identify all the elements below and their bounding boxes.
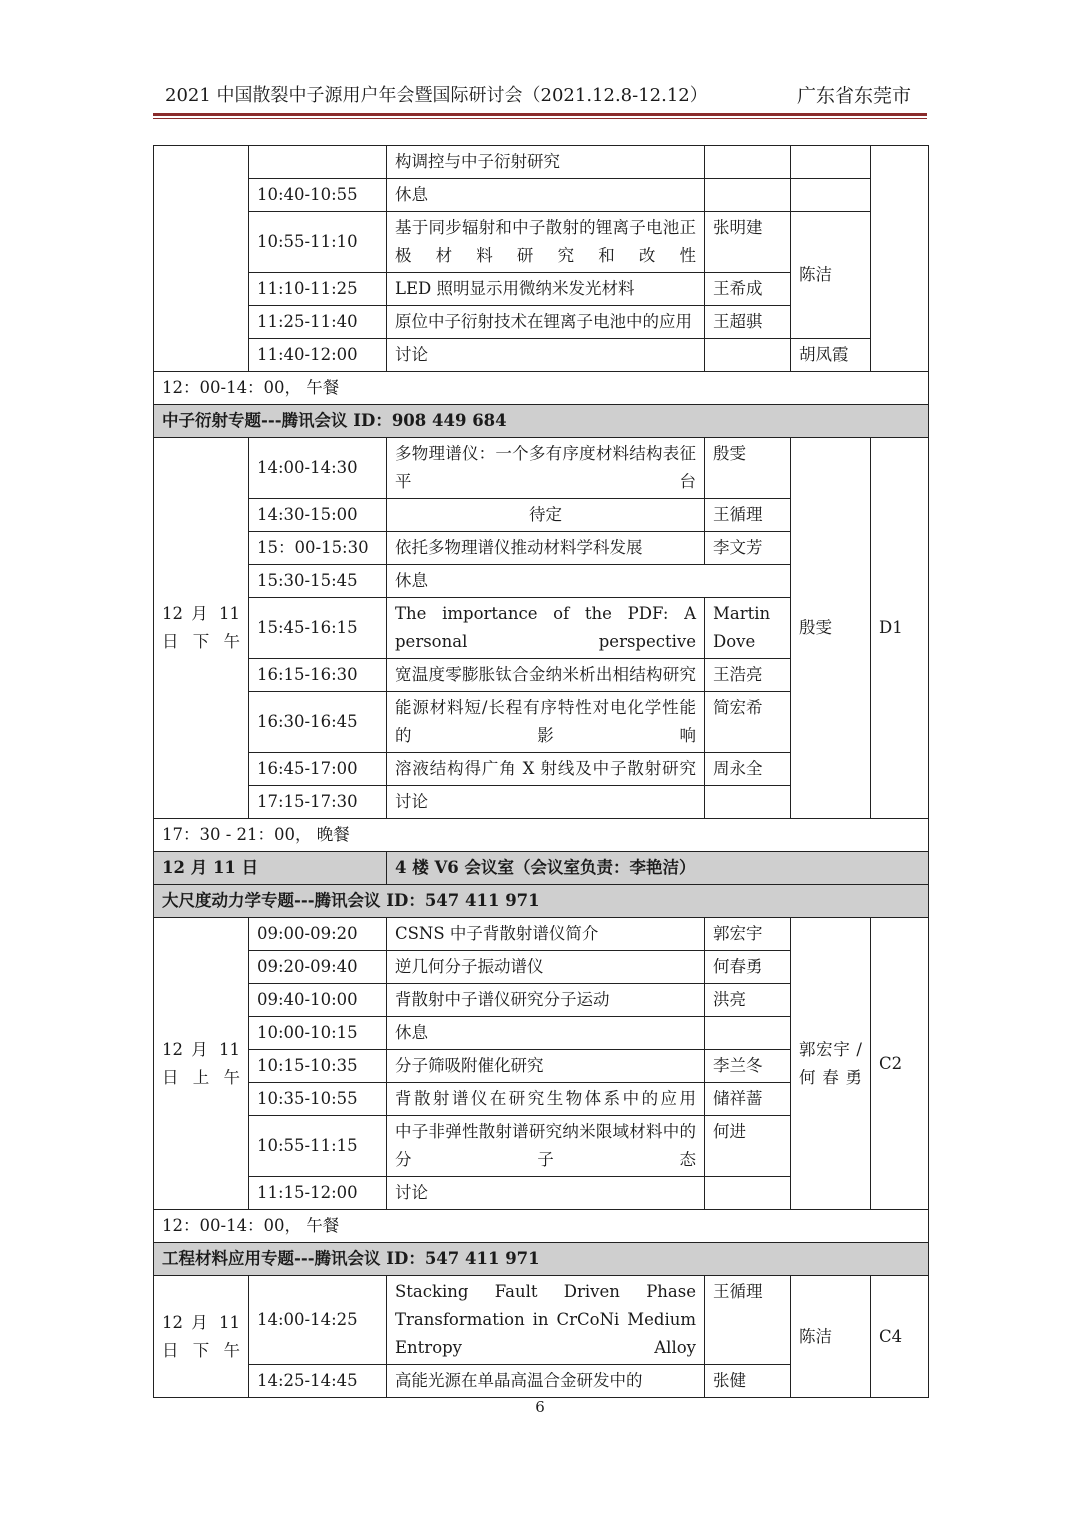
talk-cell: 基于同步辐射和中子散射的锂离子电池正极材料研究和改性 (387, 212, 705, 273)
talk-cell: 待定 (387, 499, 705, 532)
time-cell: 10:55-11:15 (249, 1116, 387, 1177)
talk-cell: LED 照明显示用微纳米发光材料 (387, 273, 705, 306)
time-cell: 17:15-17:30 (249, 786, 387, 819)
time-cell (249, 146, 387, 179)
room-cell: D1 (871, 438, 929, 819)
day-row (154, 852, 929, 885)
time-cell: 11:15-12:00 (249, 1177, 387, 1210)
talk-cell: 多物理谱仪：一个多有序度材料结构表征平台 (387, 438, 705, 499)
speaker-cell: 王超骐 (705, 306, 791, 339)
topic-title: 中子衍射专题---腾讯会议 ID：908 449 684 (154, 405, 929, 438)
time-cell: 11:25-11:40 (249, 306, 387, 339)
time-cell: 10:40-10:55 (249, 179, 387, 212)
speaker-cell: 王希成 (705, 273, 791, 306)
time-cell: 11:10-11:25 (249, 273, 387, 306)
speaker-cell: 何春勇 (705, 951, 791, 984)
talk-cell: 宽温度零膨胀钛合金纳米析出相结构研究 (387, 659, 705, 692)
speaker-cell: 王循理 (705, 499, 791, 532)
time-cell: 11:40-12:00 (249, 339, 387, 372)
chair-cell: 胡凤霞 (791, 339, 871, 372)
table-row (154, 1276, 929, 1365)
time-cell: 14:00-14:30 (249, 438, 387, 499)
header-location: 广东省东莞市 (796, 85, 911, 107)
date-cell (154, 146, 249, 372)
talk-cell: CSNS 中子背散射谱仪简介 (387, 918, 705, 951)
speaker-cell: 李兰冬 (705, 1050, 791, 1083)
day-room: 4 楼 V6 会议室（会议室负责：李艳洁） (387, 852, 929, 885)
time-cell: 14:30-15:00 (249, 499, 387, 532)
talk-cell: 构调控与中子衍射研究 (387, 146, 705, 179)
day-date: 12 月 11 日 (154, 852, 387, 885)
chair-cell (791, 179, 871, 212)
chair-cell: 陈洁 (791, 212, 871, 339)
table-row (154, 438, 929, 499)
talk-cell: 分子筛吸附催化研究 (387, 1050, 705, 1083)
time-cell: 09:20-09:40 (249, 951, 387, 984)
talk-cell: 原位中子衍射技术在锂离子电池中的应用 (387, 306, 705, 339)
speaker-cell: 王循理 (705, 1276, 791, 1365)
topic-row (154, 885, 929, 918)
chair-cell (791, 146, 871, 179)
time-cell: 09:40-10:00 (249, 984, 387, 1017)
speaker-cell (705, 179, 791, 212)
date-cell: 12 月 11 日上午 (154, 918, 249, 1210)
table-row (154, 212, 929, 273)
date-cell: 12 月 11 日下午 (154, 438, 249, 819)
speaker-cell (705, 786, 791, 819)
time-cell: 10:35-10:55 (249, 1083, 387, 1116)
talk-cell: 背散射中子谱仪研究分子运动 (387, 984, 705, 1017)
time-cell: 14:25-14:45 (249, 1365, 387, 1398)
room-cell: C4 (871, 1276, 929, 1398)
table-row (154, 179, 929, 212)
table-row (154, 146, 929, 179)
speaker-cell (705, 339, 791, 372)
time-cell: 16:30-16:45 (249, 692, 387, 753)
table-row (154, 339, 929, 372)
speaker-cell: 张健 (705, 1365, 791, 1398)
talk-cell: 高能光源在单晶高温合金研发中的 (387, 1365, 705, 1398)
talk-cell: 讨论 (387, 786, 705, 819)
speaker-cell: 周永全 (705, 753, 791, 786)
talk-cell: 休息 (387, 1017, 705, 1050)
table-row (154, 918, 929, 951)
speaker-cell: 洪亮 (705, 984, 791, 1017)
meal-cell: 12：00-14：00， 午餐 (154, 1210, 929, 1243)
talk-cell: 背散射谱仪在研究生物体系中的应用 (387, 1083, 705, 1116)
page-header (153, 82, 927, 110)
time-cell: 09:00-09:20 (249, 918, 387, 951)
header-title: 2021 中国散裂中子源用户年会暨国际研讨会（2021.12.8-12.12） (165, 85, 708, 106)
topic-row (154, 1243, 929, 1276)
meal-cell: 17：30 - 21：00， 晚餐 (154, 819, 929, 852)
chair-cell: 郭宏宇 / 何春勇 (791, 918, 871, 1210)
time-cell: 15:45-16:15 (249, 598, 387, 659)
speaker-cell: 郭宏宇 (705, 918, 791, 951)
speaker-cell: 李文芳 (705, 532, 791, 565)
header-rule-thick (153, 113, 927, 116)
talk-cell: 能源材料短/长程有序特性对电化学性能的影响 (387, 692, 705, 753)
talk-cell: 中子非弹性散射谱研究纳米限域材料中的分子态 (387, 1116, 705, 1177)
speaker-cell: Martin Dove (705, 598, 791, 659)
meal-row (154, 819, 929, 852)
speaker-cell (705, 1017, 791, 1050)
talk-cell: 溶液结构得广角 X 射线及中子散射研究 (387, 753, 705, 786)
speaker-cell: 殷雯 (705, 438, 791, 499)
time-cell: 10:15-10:35 (249, 1050, 387, 1083)
room-cell (871, 146, 929, 372)
meal-cell: 12：00-14：00， 午餐 (154, 372, 929, 405)
speaker-cell: 张明建 (705, 212, 791, 273)
talk-cell: 休息 (387, 565, 791, 598)
speaker-cell: 储祥蔷 (705, 1083, 791, 1116)
speaker-cell (705, 146, 791, 179)
room-cell: C2 (871, 918, 929, 1210)
speaker-cell: 何进 (705, 1116, 791, 1177)
schedule-table (153, 145, 929, 1398)
chair-cell: 殷雯 (791, 438, 871, 819)
talk-cell: 逆几何分子振动谱仪 (387, 951, 705, 984)
meal-row (154, 1210, 929, 1243)
speaker-cell (705, 1177, 791, 1210)
topic-title: 工程材料应用专题---腾讯会议 ID：547 411 971 (154, 1243, 929, 1276)
time-cell: 15:30-15:45 (249, 565, 387, 598)
meal-row (154, 372, 929, 405)
topic-title: 大尺度动力学专题---腾讯会议 ID：547 411 971 (154, 885, 929, 918)
talk-cell: 休息 (387, 179, 705, 212)
talk-cell: The importance of the PDF: A personal perspective (387, 598, 705, 659)
talk-cell: 依托多物理谱仪推动材料学科发展 (387, 532, 705, 565)
header-rule-thin (153, 118, 927, 119)
time-cell: 16:45-17:00 (249, 753, 387, 786)
time-cell: 14:00-14:25 (249, 1276, 387, 1365)
speaker-cell: 王浩亮 (705, 659, 791, 692)
time-cell: 15：00-15:30 (249, 532, 387, 565)
speaker-cell: 简宏希 (705, 692, 791, 753)
talk-cell: 讨论 (387, 339, 705, 372)
time-cell: 16:15-16:30 (249, 659, 387, 692)
talk-cell: Stacking Fault Driven Phase Transformation in CrCoNi Medium Entropy Alloy (387, 1276, 705, 1365)
talk-cell: 讨论 (387, 1177, 705, 1210)
time-cell: 10:00-10:15 (249, 1017, 387, 1050)
page-number: 6 (535, 1398, 545, 1416)
time-cell: 10:55-11:10 (249, 212, 387, 273)
topic-row (154, 405, 929, 438)
date-cell: 12 月 11 日下午 (154, 1276, 249, 1398)
chair-cell: 陈洁 (791, 1276, 871, 1398)
